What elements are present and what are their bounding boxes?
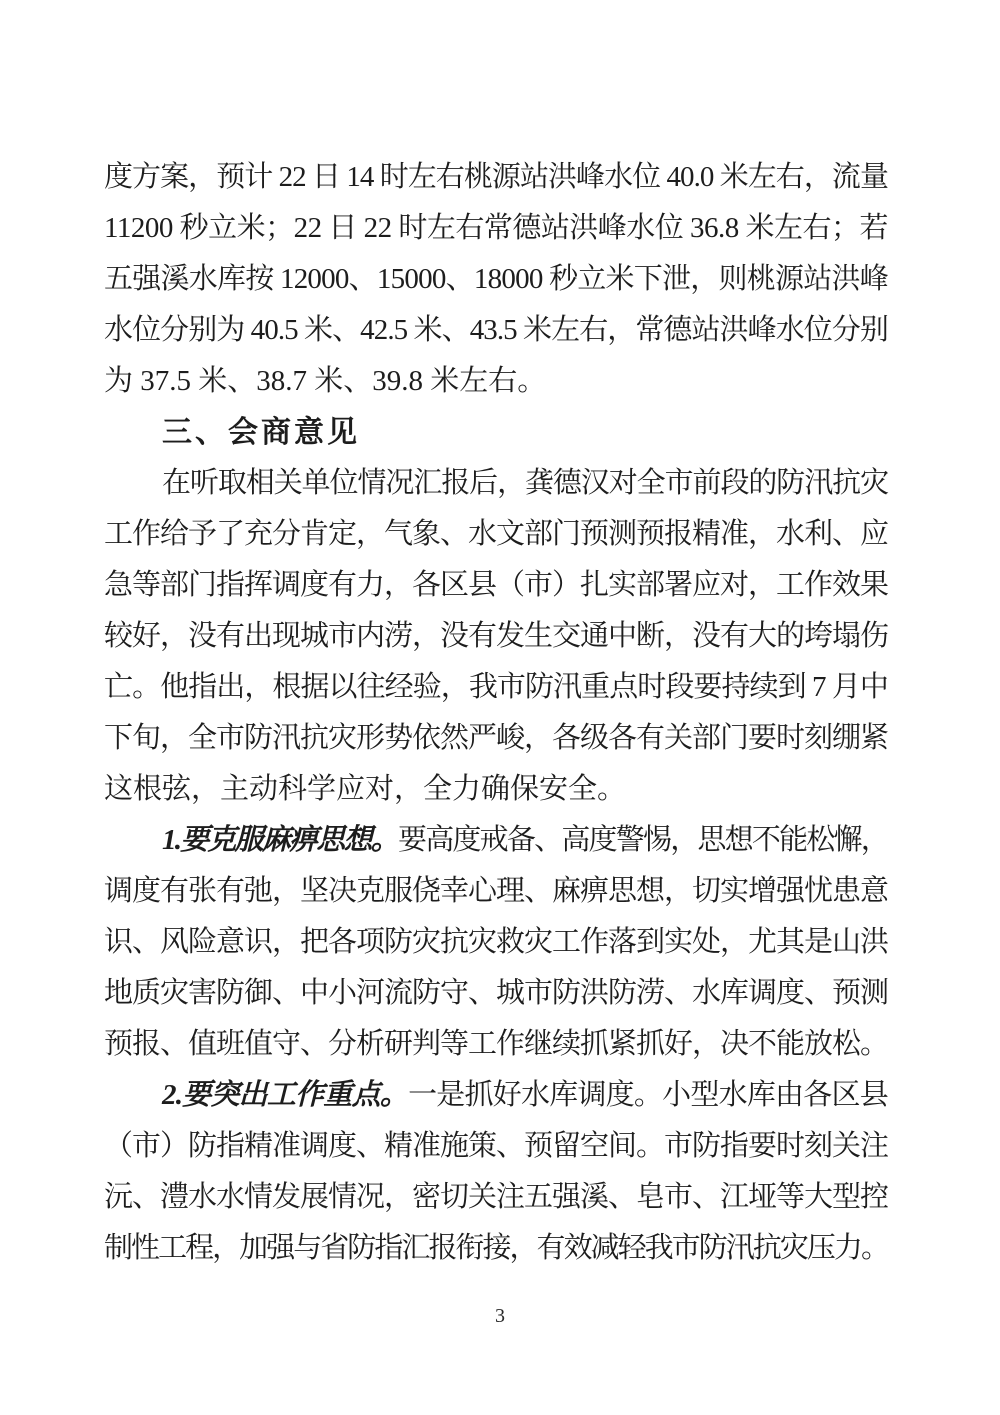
body-line: 调度有张有弛，坚决克服侥幸心理、麻痹思想，切实增强忧患意 <box>104 875 888 907</box>
body-line: 亡。他指出，根据以往经验，我市防汛重点时段要持续到 7 月中 <box>104 671 888 703</box>
body-line: 较好，没有出现城市内涝，没有发生交通中断，没有大的垮塌伤 <box>104 620 888 652</box>
body-line: 度方案，预计 22 日 14 时左右桃源站洪峰水位 40.0 米左右，流量 <box>104 161 888 193</box>
body-line: 要高度戒备、高度警惕，思想不能松懈， <box>397 824 888 856</box>
body-line: 制性工程，加强与省防指汇报衔接，有效减轻我市防汛抗灾压力。 <box>104 1232 888 1264</box>
body-line: 一是抓好水库调度。小型水库由各区县 <box>408 1079 888 1111</box>
point-lead-text: 2.要突出工作重点。 <box>162 1079 409 1111</box>
body-line: 下旬，全市防汛抗灾形势依然严峻，各级各有关部门要时刻绷紧 <box>104 722 888 754</box>
numbered-point-line <box>104 1070 888 1121</box>
body-line: 沅、澧水水情发展情况，密切关注五强溪、皂市、江垭等大型控 <box>104 1181 888 1213</box>
body-line: 在听取相关单位情况汇报后，龚德汉对全市前段的防汛抗灾 <box>162 467 888 499</box>
body-line: 这根弦，主动科学应对，全力确保安全。 <box>104 773 627 805</box>
body-line: （市）防指精准调度、精准施策、预留空间。市防指要时刻关注 <box>104 1130 888 1162</box>
body-line: 预报、值班值守、分析研判等工作继续抓紧抓好，决不能放松。 <box>104 1028 888 1060</box>
body-line: 11200 秒立米；22 日 22 时左右常德站洪峰水位 36.8 米左右；若 <box>104 212 888 244</box>
point-lead-text: 1.要克服麻痹思想。 <box>162 824 398 856</box>
body-line: 识、风险意识，把各项防灾抗灾救灾工作落到实处，尤其是山洪 <box>104 926 888 958</box>
body-line: 为 37.5 米、38.7 米、39.8 米左右。 <box>104 365 547 397</box>
body-line: 地质灾害防御、中小河流防守、城市防洪防涝、水库调度、预测 <box>104 977 888 1009</box>
text-block <box>104 152 888 1274</box>
body-line: 水位分别为 40.5 米、42.5 米、43.5 米左右，常德站洪峰水位分别 <box>104 314 888 346</box>
body-line: 急等部门指挥调度有力，各区县（市）扎实部署应对，工作效果 <box>104 569 888 601</box>
section-heading: 三、会商意见 <box>162 416 360 449</box>
page-number: 3 <box>495 1305 505 1327</box>
numbered-point-line <box>104 815 888 866</box>
body-line: 五强溪水库按 12000、15000、18000 秒立米下泄，则桃源站洪峰 <box>104 263 888 295</box>
body-line: 工作给予了充分肯定，气象、水文部门预测预报精准，水利、应 <box>104 518 888 550</box>
